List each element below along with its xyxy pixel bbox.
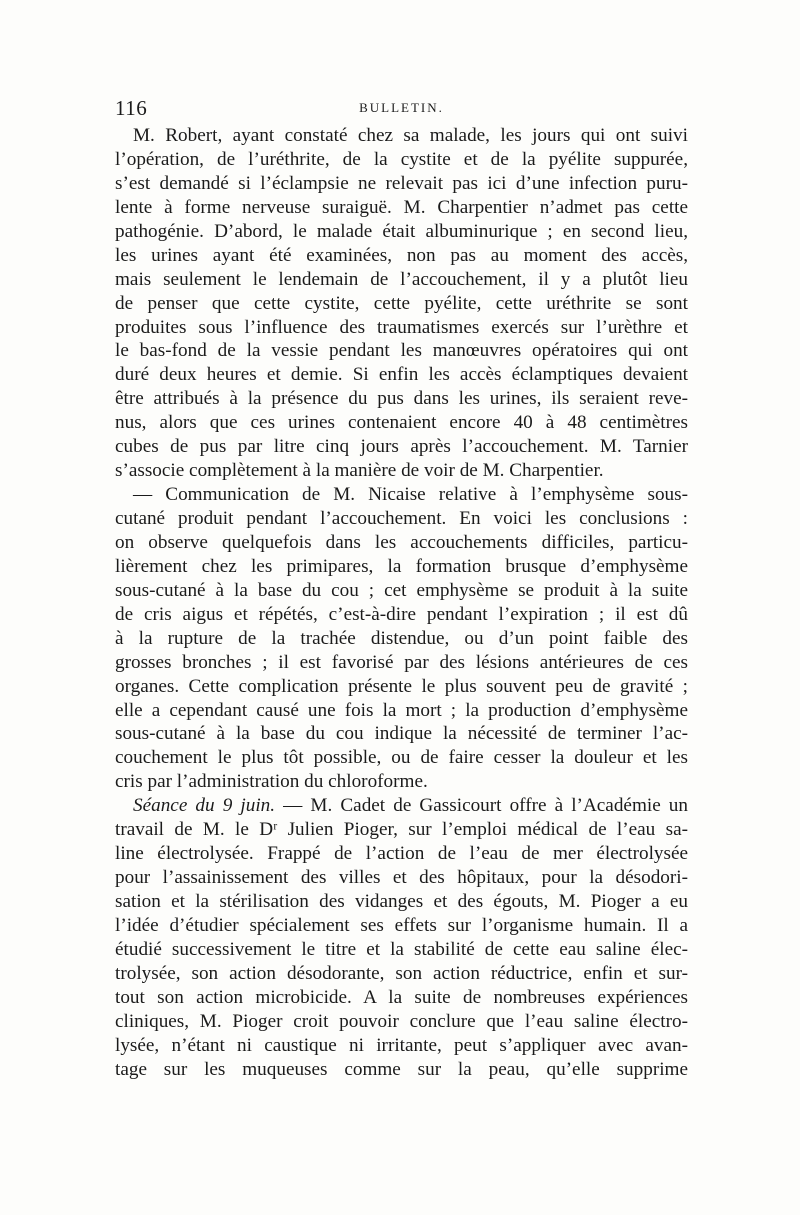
text-line: tage sur les muqueuses comme sur la peau, qu’elle supprime	[115, 1058, 688, 1080]
text-line: de cris aigus et répétés, c’est-à-dire pendant l’expiration ; il est dû	[115, 603, 688, 625]
text-line: duré deux heures et demie. Si enfin les accès éclamptiques devaient	[115, 364, 688, 386]
seance-label: Séance du 9 juin.	[133, 795, 276, 817]
text-line: trolysée, son action désodorante, son action réductrice, enfin et sur-	[115, 962, 688, 984]
text-line: s’est demandé si l’éclampsie ne relevait pas ici d’une infection puru-	[115, 172, 688, 194]
seance-text: — M. Cadet de Gassicourt offre à l’Académie un	[283, 795, 688, 817]
text-line: lysée, n’étant ni caustique ni irritante, peut s’appliquer avec avan-	[115, 1034, 688, 1056]
text-line: l’opération, de l’uréthrite, de la cystite et de la pyélite suppurée,	[115, 148, 688, 170]
text-line: lente à forme nerveuse suraiguë. M. Charpentier n’admet pas cette	[115, 196, 688, 218]
text-line: les urines ayant été examinées, non pas au moment des accès,	[115, 244, 688, 266]
text-line: s’associe complètement à la manière de voir de M. Charpentier.	[115, 460, 604, 482]
text-line: organes. Cette complication présente le plus souvent peu de gravité ;	[115, 675, 688, 697]
text-line: produites sous l’influence des traumatismes exercés sur l’urèthre et	[115, 316, 688, 338]
text-line: de penser que cette cystite, cette pyélite, cette uréthrite se sont	[115, 292, 688, 314]
text-line: étudié successivement le titre et la stabilité de cette eau saline élec-	[115, 938, 688, 960]
text-line: sation et la stérilisation des vidanges et des égouts, M. Pioger a eu	[115, 891, 688, 912]
text-line: cutané produit pendant l’accouchement. En voici les conclusions :	[115, 508, 688, 529]
text-line: nus, alors que ces urines contenaient encore 40 à 48 centimètres	[115, 412, 688, 434]
running-header	[115, 96, 688, 126]
running-title: BULLETIN.	[359, 100, 444, 115]
text-line: cliniques, M. Pioger croit pouvoir conclure que l’eau saline électro-	[115, 1010, 688, 1032]
text-line: travail de M. le Dʳ Julien Pioger, sur l’emploi médical de l’eau sa-	[115, 819, 688, 841]
text-line: elle a cependant causé une fois la mort ; la production d’emphysème	[115, 699, 688, 721]
text-line: mais seulement le lendemain de l’accouchement, il y a plutôt lieu	[115, 268, 688, 290]
text-line: pathogénie. D’abord, le malade était albuminurique ; en second lieu,	[115, 220, 688, 242]
text-line: pour l’assainissement des villes et des hôpitaux, pour la désodori-	[115, 867, 688, 889]
text-line: tout son action microbicide. A la suite de nombreuses expériences	[115, 986, 688, 1008]
text-line: sous-cutané à la base du cou ; cet emphysème se produit à la suite	[115, 579, 688, 601]
seance-line	[115, 794, 688, 818]
text-line: sous-cutané à la base du cou indique la nécessité de terminer l’ac-	[115, 723, 688, 745]
text-line: lièrement chez les primipares, la formation brusque d’emphysème	[115, 555, 688, 577]
body-text	[115, 124, 688, 1082]
text-line: — Communication de M. Nicaise relative à l’emphysème sous-	[133, 484, 688, 506]
text-line: le bas-fond de la vessie pendant les manœuvres opératoires qui ont	[115, 340, 688, 362]
text-line: grosses bronches ; il est favorisé par des lésions antérieures de ces	[115, 651, 688, 673]
text-line: couchement le plus tôt possible, ou de faire cesser la douleur et les	[115, 747, 688, 769]
text-line: cubes de pus par litre cinq jours après l’accouchement. M. Tarnier	[115, 436, 688, 458]
text-line: M. Robert, ayant constaté chez sa malade, les jours qui ont suivi	[133, 125, 688, 146]
page-number: 116	[115, 96, 148, 120]
text-line: l’idée d’étudier spécialement ses effets sur l’organisme humain. Il a	[115, 914, 688, 936]
text-line: on observe quelquefois dans les accouchements difficiles, particu-	[115, 531, 688, 553]
text-line: être attribués à la présence du pus dans les urines, ils seraient reve-	[115, 388, 688, 410]
text-line: cris par l’administration du chloroforme.	[115, 771, 428, 793]
text-line: à la rupture de la trachée distendue, ou d’un point faible des	[115, 627, 688, 649]
text-line: line électrolysée. Frappé de l’action de l’eau de mer électrolysée	[115, 843, 688, 865]
